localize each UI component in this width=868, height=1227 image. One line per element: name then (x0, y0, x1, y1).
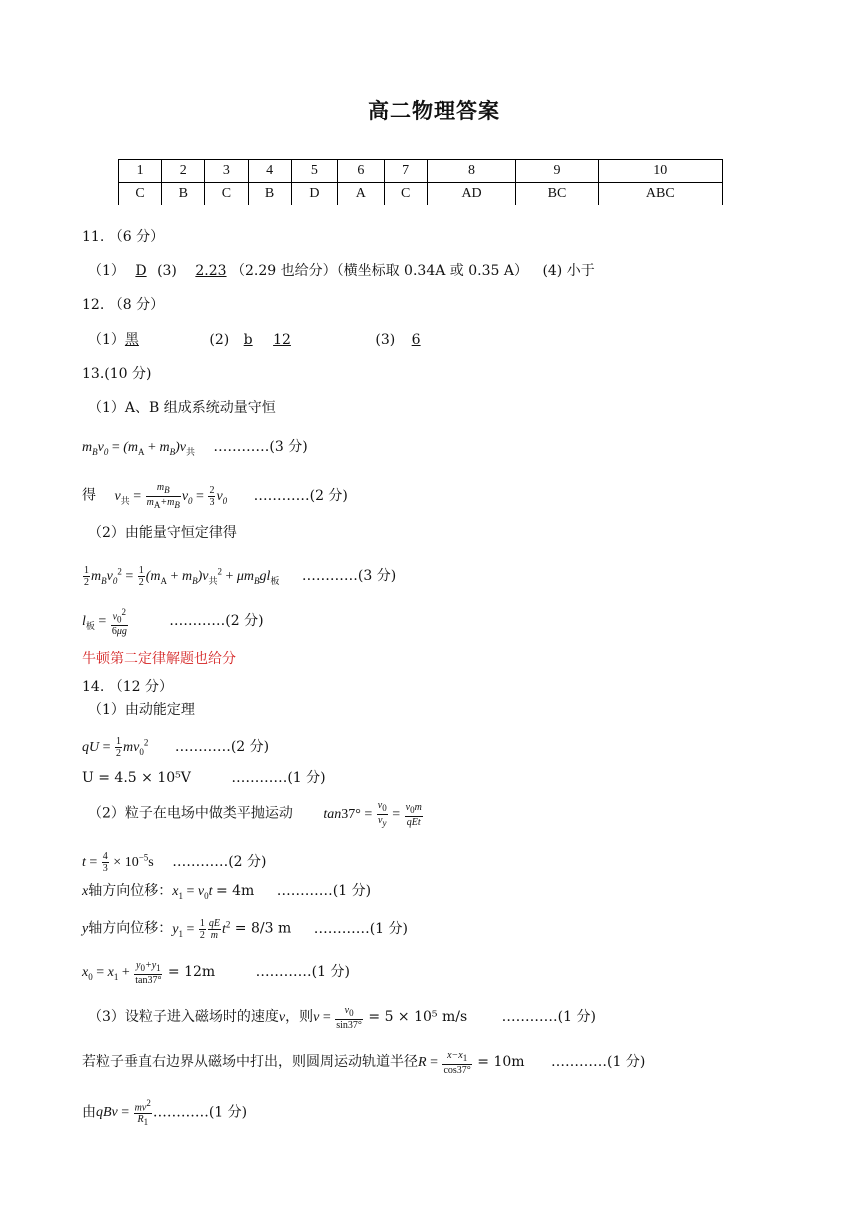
q14-eq-x: x轴方向位移：$x_1 = v_0t = 4m$ …………(1 分) (82, 883, 372, 901)
q14-s5-score: …………(1 分) (152, 1104, 248, 1121)
q13-heading: 13.(10 分) (82, 366, 152, 382)
table-row-answers (119, 183, 723, 206)
table-cell: D (291, 183, 337, 206)
q13-eq-length: $l_板$ = $\frac{v_0^2}{6\mu g}$ …………(2 分) (82, 607, 264, 638)
q14-eq-y: y轴方向位移：$y_1$ = $\frac{1}{2}$ $\frac{qE}{m}$ $t^2 = 8/3$ m …………(1 分) (82, 917, 408, 941)
table-cell: 8 (427, 160, 516, 183)
q14-s5-prefix: 由 (82, 1104, 96, 1121)
table-cell: ABC (598, 183, 722, 206)
q13-eq2-score: …………(2 分) (253, 487, 348, 504)
q11-answer-1: D (135, 263, 147, 279)
page-title: 高二物理答案 (368, 98, 500, 123)
q14-eq4-score: …………(2 分) (172, 853, 267, 870)
q12-heading: 12. （8 分） (82, 297, 165, 313)
q14-step3-line: （3）设粒子进入磁场时的速度v，则v = $\frac{v_0}{\sin 37^\circ}$ = 5 × 10⁵ m/s …………(1 分) (88, 1005, 596, 1031)
q14-x-label: 轴方向位移： (88, 883, 173, 899)
table-cell: 6 (338, 160, 384, 183)
table-cell: 4 (248, 160, 291, 183)
q14-step1: （1）由动能定理 (88, 702, 195, 718)
table-cell: 7 (384, 160, 427, 183)
q14-y-eq: = 8/3 m (234, 920, 292, 937)
q12-answer-2b: 12 (273, 332, 291, 348)
q14-eq-voltage (82, 769, 326, 787)
table-cell: A (338, 183, 384, 206)
q14-y-score: …………(1 分) (313, 920, 408, 937)
q13-eq-velocity: 得 $v_共$ = $\frac{m_B}{m_A+m_B}$ $v_0$ = $\frac{2}{3}$ $v_0$ …………(2 分) (82, 482, 348, 510)
table-cell: 2 (162, 160, 205, 183)
table-cell: BC (516, 183, 598, 206)
table-cell: C (205, 183, 248, 206)
q11-part3: (3) (157, 263, 177, 279)
q11-heading: 11. （6 分） (82, 229, 165, 245)
table-cell: C (384, 183, 427, 206)
q14-step5-line: 由qBv = $\frac{mv^2}{R_1}$ …………(1 分) (82, 1098, 248, 1128)
q13-step2: （2）由能量守恒定律得 (88, 525, 237, 541)
q13-step1: （1）A、B 组成系统动量守恒 (88, 400, 276, 416)
q14-s3-mid: ，则 (285, 1009, 314, 1026)
q11-part1: （1） (88, 263, 125, 279)
q12-part2: (2) (209, 332, 230, 348)
q14-x-eq: = 4m (215, 883, 255, 899)
q13-eq-energy: $\frac{1}{2}$ $m_Bv_0^2$ = $\frac{1}{2}$ $(m_A + m_B)v_共^2 + \mu m_Bgl_板$ …………(3 分) (84, 564, 397, 588)
q14-x0-eq: = 12m (167, 964, 216, 981)
q13-red-note: 牛顿第二定律解题也给分 (82, 651, 236, 667)
q14-s3-prefix: （3）设粒子进入磁场时的速度 (88, 1009, 279, 1026)
table-cell: 5 (291, 160, 337, 183)
table-cell: AD (427, 183, 516, 206)
q14-eq2-score: …………(1 分) (231, 770, 326, 786)
q14-s3-score: …………(1 分) (501, 1009, 596, 1026)
table-cell: B (248, 183, 291, 206)
q11-part4: (4) 小于 (542, 263, 595, 279)
q12-answer-3: 6 (411, 332, 421, 348)
q14-step2: （2）粒子在电场中做类平抛运动 (88, 805, 293, 822)
q11-answer-3: 2.23 (195, 263, 227, 279)
q14-step2-line: （2）粒子在电场中做类平抛运动 tan37° = $\frac{v_0}{v_y}$ = $\frac{v_0m}{\text{qEt}}$ (88, 800, 422, 828)
table-cell: 3 (205, 160, 248, 183)
q14-x-score: …………(1 分) (276, 883, 372, 899)
q11-note: （2.29 也给分）（横坐标取 0.34A 或 0.35 A） (230, 263, 528, 279)
q14-s3-eq: = 5 × 10⁵ m/s (368, 1009, 468, 1026)
q14-s4-score: …………(1 分) (551, 1054, 646, 1071)
table-cell: B (162, 183, 205, 206)
q14-step4-line: 若粒子垂直右边界从磁场中打出，则圆周运动轨道半径R = $\frac{x-x_1}{\cos 37^\circ}$ = 10m …………(1 分) (82, 1050, 646, 1076)
q11-answer-line (88, 262, 595, 280)
table-cell: 10 (598, 160, 722, 183)
q13-eq2-prefix: 得 (82, 487, 96, 504)
q14-s4-eq: = 10m (477, 1054, 525, 1071)
q14-s4-prefix: 若粒子垂直右边界从磁场中打出，则圆周运动轨道半径 (82, 1054, 418, 1071)
q12-answer-line (88, 331, 421, 349)
q14-eq2: U = 4.5 × 10⁵V (82, 770, 191, 786)
q12-part1: （1） (88, 332, 125, 348)
table-row-numbers (119, 160, 723, 183)
q14-eq1-score: …………(2 分) (174, 738, 270, 755)
q13-eq-momentum: $m_Bv_0 = (m_A + m_B)v_共$ …………(3 分) (82, 439, 308, 457)
table-cell: 1 (119, 160, 162, 183)
q14-y-label: 轴方向位移： (88, 920, 173, 937)
q14-heading: 14. （12 分） (82, 679, 173, 695)
q13-eq3-score: …………(3 分) (301, 567, 397, 584)
q13-eq1-score: …………(3 分) (213, 439, 308, 455)
q14-x0-score: …………(1 分) (255, 964, 350, 981)
answer-table (118, 159, 723, 205)
q12-part3: (3) (375, 332, 396, 348)
q14-eq-time: t = $\frac{4}{3}$ × $10^{-5}s$ …………(2 分) (82, 850, 267, 874)
q12-answer-2a: b (243, 332, 253, 348)
q13-eq4-score: …………(2 分) (169, 613, 264, 630)
q14-eq-x0: $x_0 = x_1$ + $\frac{y_0+y_1}{\tan 37^\circ}$ = 12m …………(1 分) (82, 960, 350, 986)
table-cell: C (119, 183, 162, 206)
table-cell: 9 (516, 160, 598, 183)
q14-eq-energy: qU = $\frac{1}{2}$ $mv_0^2$ …………(2 分) (82, 735, 270, 759)
q12-answer-1: 黑 (124, 332, 139, 348)
